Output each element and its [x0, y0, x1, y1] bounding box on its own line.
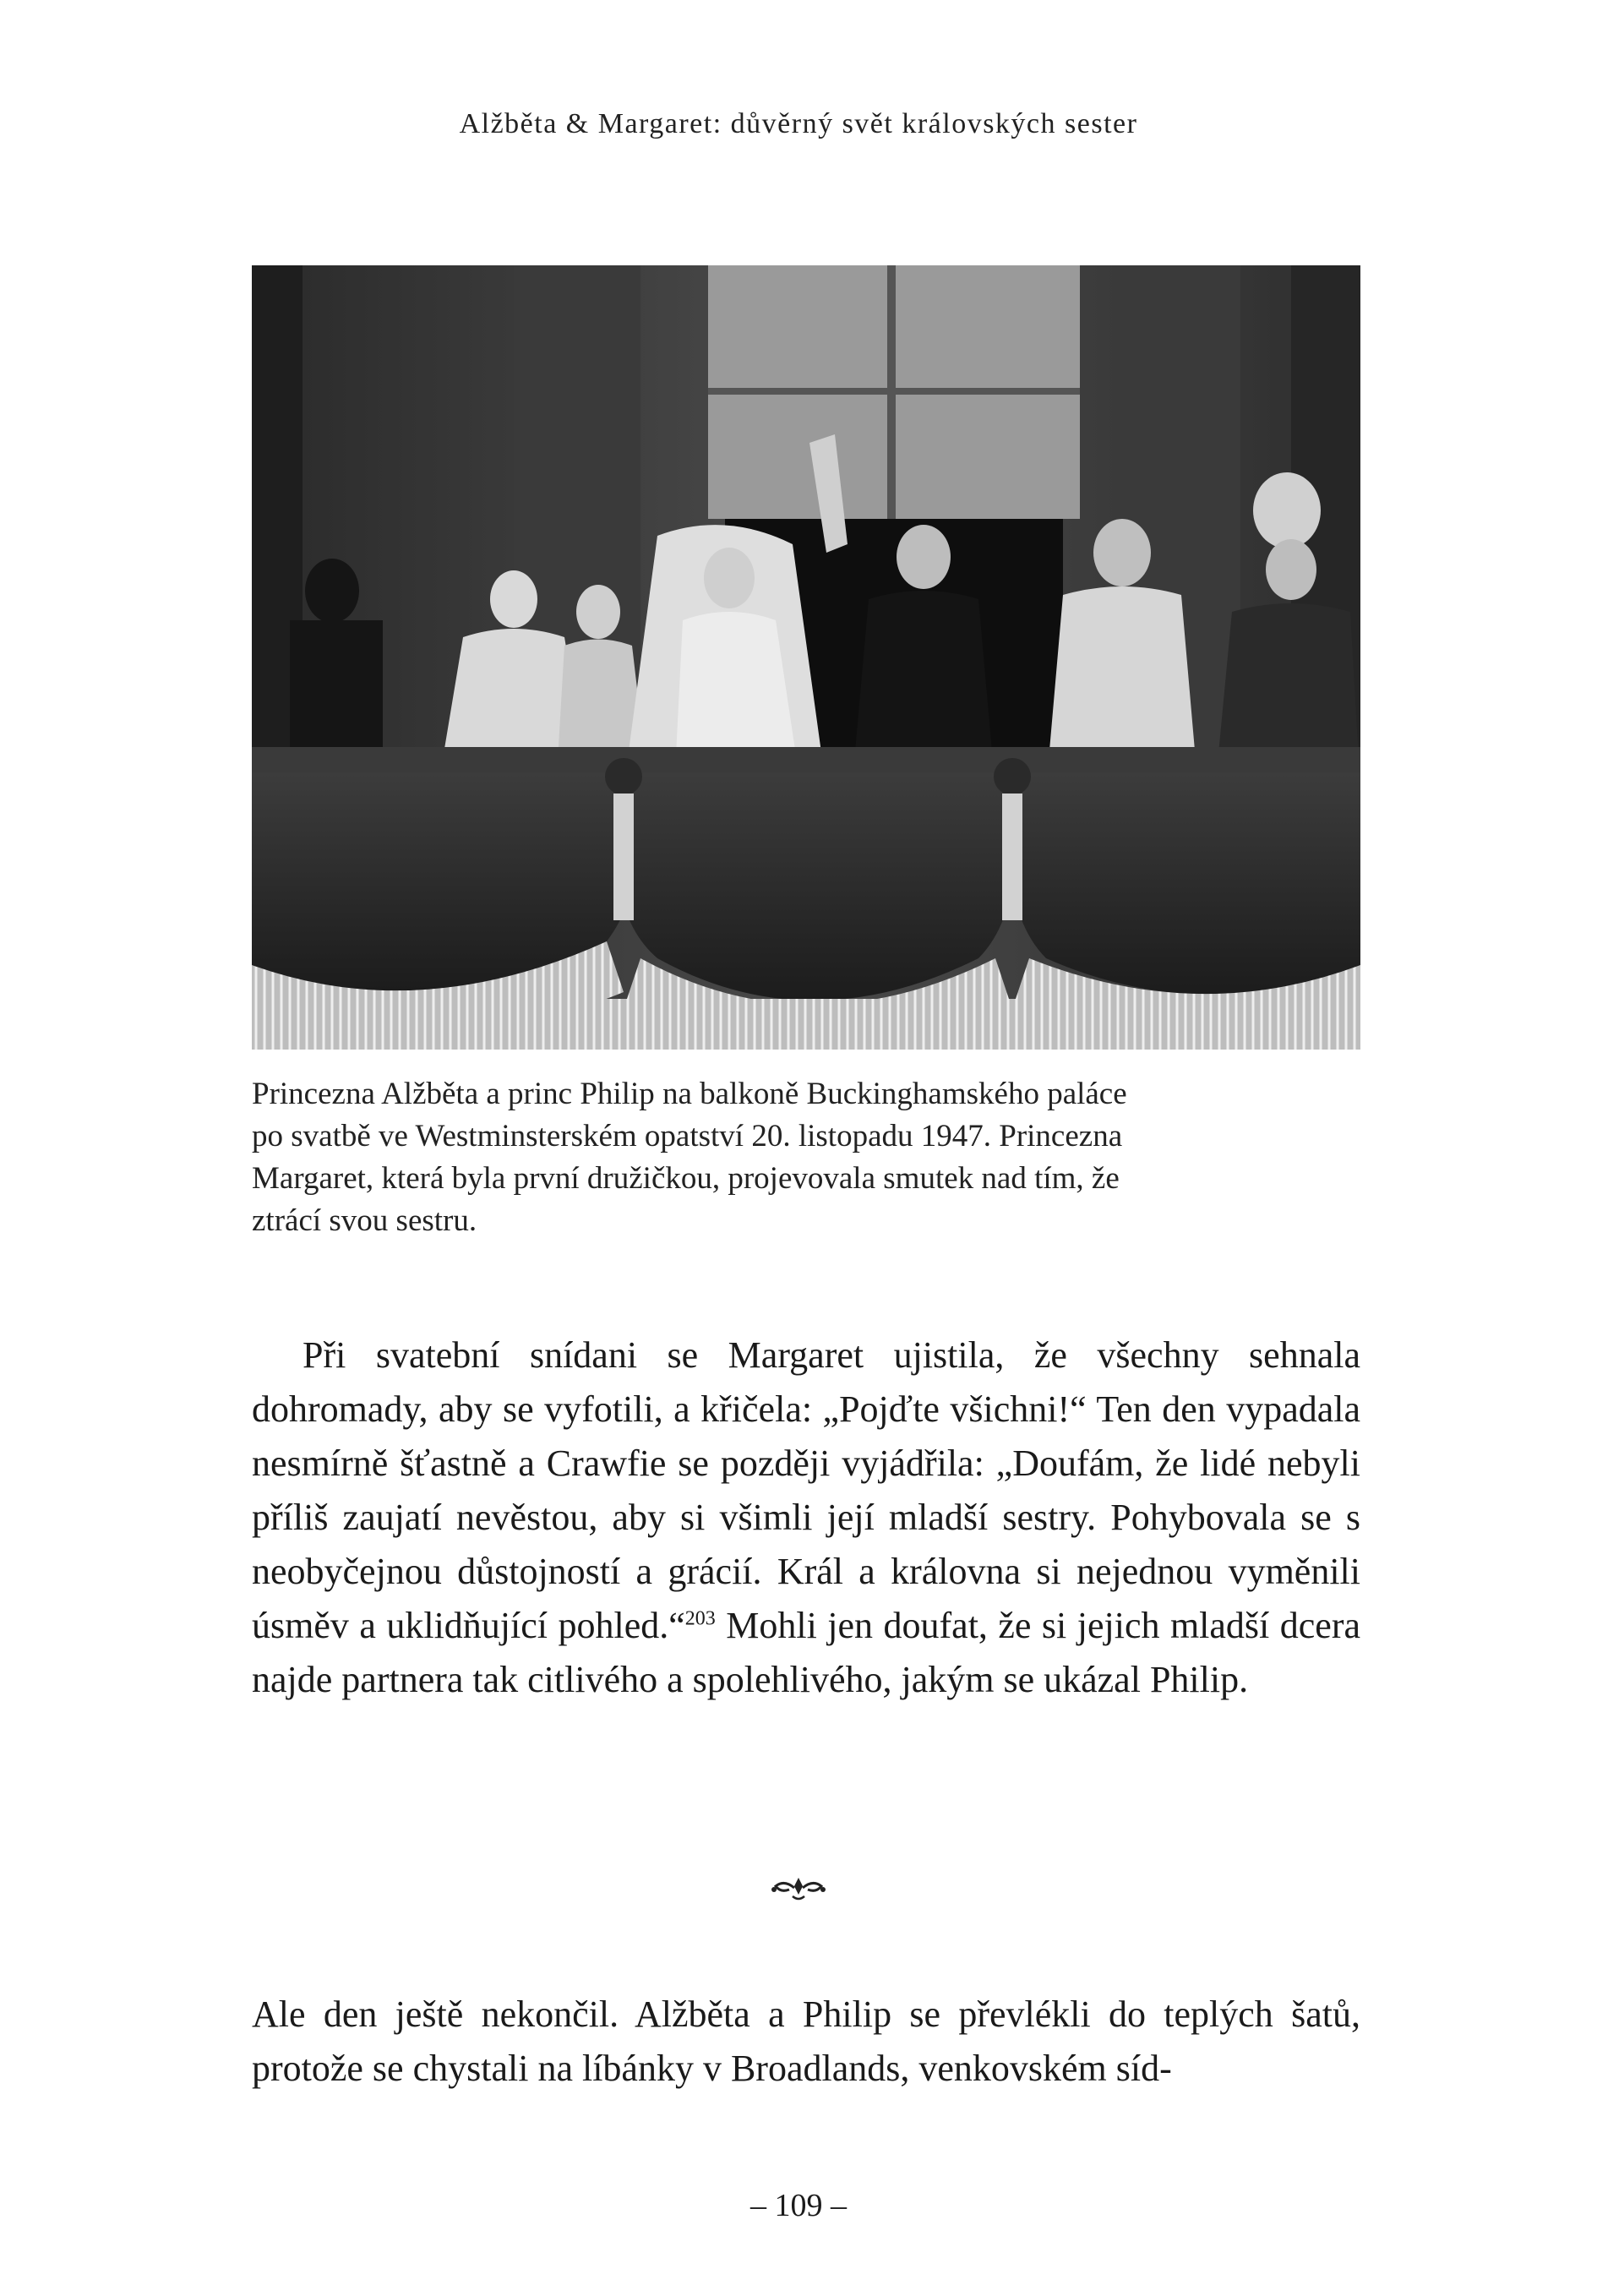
caption-line: ztrácí svou sestru.: [252, 1203, 477, 1238]
caption-line: Princezna Alžběta a princ Philip na balkoně Buckinghamského paláce: [252, 1077, 1127, 1111]
running-head: Alžběta & Margaret: důvěrný svět královských sester: [459, 108, 1138, 139]
fleuron-icon: [769, 1871, 828, 1905]
photo-caption: [252, 1073, 1360, 1242]
footnote-ref[interactable]: 203: [684, 1607, 716, 1630]
paragraph-2: [252, 1988, 1360, 2096]
paragraph-2-text: Ale den ještě nekončil. Alžběta a Philip se převlékli do teplých šatů, protože se chystali na líbánky v Broadlands, venkovském síd-: [252, 1993, 1360, 2089]
caption-line: Margaret, která byla první družičkou, projevovala smutek nad tím, že: [252, 1161, 1120, 1196]
wedding-balcony-photo: [252, 265, 1360, 1050]
paragraph-1-text: Při svatební snídani se Margaret ujistila, že všechny sehnala dohromady, aby se vyfotili, a křičela: „Pojďte všichni!“ Ten den vypadala nesmírně šťastně a Crawfie se později vyjádřila: „Doufám, že lidé nebyli příliš zaujatí nevěstou, aby si všimli její mladší sestry. Pohybovala se s neobyčejnou důstojností a grácií. Král a královna si nejednou vyměnili úsměv a uklidňující pohled.“: [252, 1334, 1360, 1646]
caption-line: po svatbě ve Westminsterském opatství 20. listopadu 1947. Princezna: [252, 1119, 1123, 1153]
paragraph-1: [252, 1328, 1360, 1707]
paragraph-1-tail: Mohli jen doufat, že si jejich mladší dcera najde partnera tak citlivého a spolehlivého, jakým se ukázal Philip.: [252, 1605, 1360, 1700]
page-number: – 109 –: [750, 2188, 847, 2223]
